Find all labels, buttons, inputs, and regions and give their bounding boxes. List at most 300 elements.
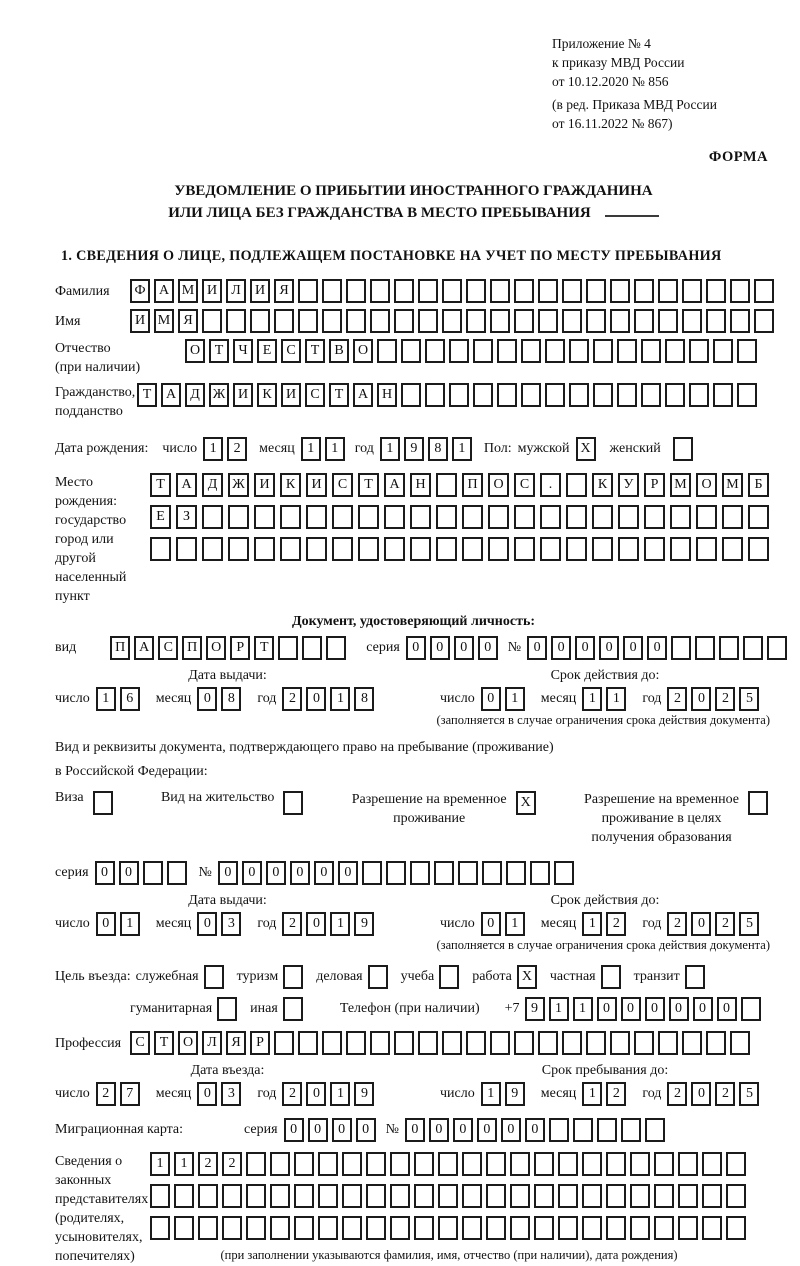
char-cell[interactable]: М	[670, 473, 691, 497]
char-cell[interactable]: Е	[257, 339, 277, 363]
char-cell[interactable]	[222, 1216, 242, 1240]
char-cell[interactable]: 5	[739, 1082, 759, 1106]
char-cell[interactable]: А	[161, 383, 181, 407]
char-cell[interactable]: И	[254, 473, 275, 497]
char-cell[interactable]: 1	[380, 437, 400, 461]
char-cell[interactable]: Ж	[209, 383, 229, 407]
char-cell[interactable]	[274, 309, 294, 333]
char-cell[interactable]: Т	[254, 636, 274, 660]
char-cell[interactable]	[730, 279, 750, 303]
char-cell[interactable]	[306, 505, 327, 529]
char-cell[interactable]	[366, 1216, 386, 1240]
char-cell[interactable]	[401, 339, 421, 363]
visa-checkbox[interactable]	[93, 791, 117, 815]
char-cell[interactable]	[449, 383, 469, 407]
char-cell[interactable]	[414, 1152, 434, 1176]
temp-residence-checkbox[interactable]	[516, 791, 540, 815]
char-cell[interactable]: 0	[477, 1118, 497, 1142]
char-cell[interactable]	[318, 1216, 338, 1240]
char-cell[interactable]	[318, 1184, 338, 1208]
char-cell[interactable]: У	[618, 473, 639, 497]
char-cell[interactable]	[706, 279, 726, 303]
char-cell[interactable]: Ф	[130, 279, 150, 303]
char-cell[interactable]	[202, 505, 223, 529]
char-cell[interactable]	[678, 1152, 698, 1176]
char-cell[interactable]	[562, 309, 582, 333]
char-cell[interactable]	[586, 309, 606, 333]
purpose-work-checkbox[interactable]	[517, 965, 541, 989]
char-cell[interactable]	[198, 1216, 218, 1240]
char-cell[interactable]	[150, 1184, 170, 1208]
char-cell[interactable]	[346, 309, 366, 333]
char-cell[interactable]	[606, 1216, 626, 1240]
char-cell[interactable]	[486, 1184, 506, 1208]
char-cell[interactable]	[418, 1031, 438, 1055]
char-cell[interactable]: 2	[715, 912, 735, 936]
char-cell[interactable]: 1	[606, 687, 626, 711]
char-cell[interactable]: 0	[406, 636, 426, 660]
char-cell[interactable]	[562, 1031, 582, 1055]
char-cell[interactable]	[401, 383, 421, 407]
char-cell[interactable]	[482, 861, 502, 885]
male-checkbox[interactable]	[576, 437, 600, 461]
char-cell[interactable]	[630, 1184, 650, 1208]
char-cell[interactable]	[466, 1031, 486, 1055]
char-cell[interactable]: О	[696, 473, 717, 497]
char-cell[interactable]	[377, 339, 397, 363]
char-cell[interactable]: О	[206, 636, 226, 660]
char-cell[interactable]: Т	[137, 383, 157, 407]
char-cell[interactable]	[438, 1216, 458, 1240]
char-cell[interactable]: 1	[505, 687, 525, 711]
char-cell[interactable]	[488, 537, 509, 561]
char-cell[interactable]	[730, 1031, 750, 1055]
char-cell[interactable]	[530, 861, 550, 885]
char-cell[interactable]: X	[517, 965, 537, 989]
char-cell[interactable]	[586, 1031, 606, 1055]
char-cell[interactable]	[586, 279, 606, 303]
char-cell[interactable]	[665, 339, 685, 363]
char-cell[interactable]: Т	[305, 339, 325, 363]
char-cell[interactable]	[306, 537, 327, 561]
char-cell[interactable]	[425, 339, 445, 363]
char-cell[interactable]	[436, 473, 457, 497]
char-cell[interactable]: 0	[501, 1118, 521, 1142]
char-cell[interactable]	[606, 1152, 626, 1176]
char-cell[interactable]	[370, 279, 390, 303]
char-cell[interactable]: 3	[221, 912, 241, 936]
char-cell[interactable]	[719, 636, 739, 660]
char-cell[interactable]	[562, 279, 582, 303]
char-cell[interactable]	[342, 1216, 362, 1240]
char-cell[interactable]	[545, 339, 565, 363]
purpose-official-checkbox[interactable]	[204, 965, 228, 989]
char-cell[interactable]	[322, 309, 342, 333]
char-cell[interactable]: 1	[582, 1082, 602, 1106]
char-cell[interactable]: Л	[226, 279, 246, 303]
char-cell[interactable]: Р	[644, 473, 665, 497]
char-cell[interactable]: 0	[290, 861, 310, 885]
char-cell[interactable]: 1	[481, 1082, 501, 1106]
char-cell[interactable]	[174, 1184, 194, 1208]
char-cell[interactable]: 8	[354, 687, 374, 711]
char-cell[interactable]: Д	[202, 473, 223, 497]
char-cell[interactable]: 0	[242, 861, 262, 885]
char-cell[interactable]	[558, 1216, 578, 1240]
char-cell[interactable]	[346, 279, 366, 303]
char-cell[interactable]: Л	[202, 1031, 222, 1055]
char-cell[interactable]: Р	[250, 1031, 270, 1055]
char-cell[interactable]	[93, 791, 113, 815]
char-cell[interactable]	[439, 965, 459, 989]
char-cell[interactable]	[390, 1152, 410, 1176]
char-cell[interactable]	[682, 279, 702, 303]
char-cell[interactable]: 0	[453, 1118, 473, 1142]
char-cell[interactable]: 1	[452, 437, 472, 461]
char-cell[interactable]	[558, 1184, 578, 1208]
char-cell[interactable]: 1	[150, 1152, 170, 1176]
char-cell[interactable]	[592, 505, 613, 529]
char-cell[interactable]	[706, 1031, 726, 1055]
char-cell[interactable]	[490, 1031, 510, 1055]
char-cell[interactable]	[549, 1118, 569, 1142]
char-cell[interactable]: 7	[120, 1082, 140, 1106]
char-cell[interactable]	[228, 537, 249, 561]
char-cell[interactable]	[566, 473, 587, 497]
char-cell[interactable]	[418, 279, 438, 303]
char-cell[interactable]	[754, 279, 774, 303]
char-cell[interactable]: 0	[575, 636, 595, 660]
char-cell[interactable]	[449, 339, 469, 363]
char-cell[interactable]	[486, 1152, 506, 1176]
char-cell[interactable]: 0	[197, 687, 217, 711]
char-cell[interactable]	[554, 861, 574, 885]
char-cell[interactable]	[222, 1184, 242, 1208]
char-cell[interactable]: Я	[274, 279, 294, 303]
char-cell[interactable]: В	[329, 339, 349, 363]
char-cell[interactable]: 0	[119, 861, 139, 885]
char-cell[interactable]	[298, 1031, 318, 1055]
char-cell[interactable]: 0	[430, 636, 450, 660]
char-cell[interactable]: 0	[645, 997, 665, 1021]
char-cell[interactable]	[283, 791, 303, 815]
char-cell[interactable]: А	[384, 473, 405, 497]
char-cell[interactable]	[394, 1031, 414, 1055]
char-cell[interactable]: 1	[203, 437, 223, 461]
char-cell[interactable]	[702, 1216, 722, 1240]
char-cell[interactable]: И	[281, 383, 301, 407]
char-cell[interactable]	[358, 505, 379, 529]
char-cell[interactable]	[342, 1184, 362, 1208]
purpose-business-checkbox[interactable]	[368, 965, 392, 989]
char-cell[interactable]: 1	[330, 1082, 350, 1106]
char-cell[interactable]	[370, 309, 390, 333]
char-cell[interactable]	[462, 537, 483, 561]
char-cell[interactable]: Я	[178, 309, 198, 333]
char-cell[interactable]	[386, 861, 406, 885]
char-cell[interactable]	[342, 1152, 362, 1176]
char-cell[interactable]: 2	[282, 1082, 302, 1106]
char-cell[interactable]: 2	[667, 687, 687, 711]
char-cell[interactable]	[737, 339, 757, 363]
char-cell[interactable]	[538, 309, 558, 333]
char-cell[interactable]: 0	[597, 997, 617, 1021]
char-cell[interactable]: 0	[338, 861, 358, 885]
char-cell[interactable]: И	[250, 279, 270, 303]
char-cell[interactable]	[270, 1184, 290, 1208]
char-cell[interactable]	[696, 505, 717, 529]
char-cell[interactable]	[748, 791, 768, 815]
char-cell[interactable]: 0	[218, 861, 238, 885]
char-cell[interactable]	[274, 1031, 294, 1055]
char-cell[interactable]	[566, 505, 587, 529]
char-cell[interactable]	[593, 383, 613, 407]
char-cell[interactable]: 0	[306, 687, 326, 711]
char-cell[interactable]	[366, 1152, 386, 1176]
char-cell[interactable]	[514, 309, 534, 333]
char-cell[interactable]	[534, 1152, 554, 1176]
char-cell[interactable]	[593, 339, 613, 363]
char-cell[interactable]: З	[176, 505, 197, 529]
char-cell[interactable]: 2	[198, 1152, 218, 1176]
char-cell[interactable]	[658, 309, 678, 333]
char-cell[interactable]: 0	[454, 636, 474, 660]
char-cell[interactable]: 1	[301, 437, 321, 461]
char-cell[interactable]	[486, 1216, 506, 1240]
char-cell[interactable]	[610, 309, 630, 333]
char-cell[interactable]: 2	[667, 1082, 687, 1106]
char-cell[interactable]: 9	[525, 997, 545, 1021]
char-cell[interactable]	[726, 1184, 746, 1208]
char-cell[interactable]: Я	[226, 1031, 246, 1055]
char-cell[interactable]	[280, 505, 301, 529]
char-cell[interactable]	[283, 997, 303, 1021]
char-cell[interactable]: 1	[582, 912, 602, 936]
char-cell[interactable]: И	[202, 279, 222, 303]
char-cell[interactable]	[283, 965, 303, 989]
char-cell[interactable]	[414, 1184, 434, 1208]
char-cell[interactable]: Е	[150, 505, 171, 529]
char-cell[interactable]	[510, 1184, 530, 1208]
purpose-other-checkbox[interactable]	[283, 997, 307, 1021]
char-cell[interactable]: 5	[739, 912, 759, 936]
char-cell[interactable]	[390, 1184, 410, 1208]
char-cell[interactable]	[174, 1216, 194, 1240]
char-cell[interactable]	[143, 861, 163, 885]
char-cell[interactable]	[176, 537, 197, 561]
char-cell[interactable]	[434, 861, 454, 885]
char-cell[interactable]: 1	[582, 687, 602, 711]
char-cell[interactable]	[670, 537, 691, 561]
char-cell[interactable]	[410, 861, 430, 885]
char-cell[interactable]: Н	[377, 383, 397, 407]
char-cell[interactable]	[150, 537, 171, 561]
char-cell[interactable]: 9	[354, 912, 374, 936]
char-cell[interactable]: 1	[96, 687, 116, 711]
char-cell[interactable]	[254, 537, 275, 561]
char-cell[interactable]	[322, 1031, 342, 1055]
char-cell[interactable]	[534, 1184, 554, 1208]
char-cell[interactable]	[658, 1031, 678, 1055]
char-cell[interactable]: 2	[715, 687, 735, 711]
char-cell[interactable]	[597, 1118, 617, 1142]
char-cell[interactable]	[473, 339, 493, 363]
char-cell[interactable]: 0	[429, 1118, 449, 1142]
char-cell[interactable]	[514, 279, 534, 303]
char-cell[interactable]	[682, 1031, 702, 1055]
char-cell[interactable]: 0	[306, 912, 326, 936]
char-cell[interactable]	[618, 537, 639, 561]
char-cell[interactable]	[538, 1031, 558, 1055]
char-cell[interactable]	[748, 537, 769, 561]
char-cell[interactable]	[634, 309, 654, 333]
char-cell[interactable]: К	[280, 473, 301, 497]
char-cell[interactable]	[384, 505, 405, 529]
char-cell[interactable]: 0	[356, 1118, 376, 1142]
phone-cells[interactable]	[525, 997, 765, 1021]
char-cell[interactable]	[246, 1152, 266, 1176]
char-cell[interactable]: 0	[691, 687, 711, 711]
char-cell[interactable]: 8	[428, 437, 448, 461]
char-cell[interactable]: 0	[478, 636, 498, 660]
char-cell[interactable]	[510, 1152, 530, 1176]
char-cell[interactable]: 0	[623, 636, 643, 660]
char-cell[interactable]	[226, 309, 246, 333]
char-cell[interactable]	[538, 279, 558, 303]
char-cell[interactable]	[713, 383, 733, 407]
char-cell[interactable]: С	[130, 1031, 150, 1055]
char-cell[interactable]	[569, 383, 589, 407]
char-cell[interactable]: К	[257, 383, 277, 407]
char-cell[interactable]	[630, 1216, 650, 1240]
char-cell[interactable]	[618, 505, 639, 529]
char-cell[interactable]	[270, 1216, 290, 1240]
char-cell[interactable]: 2	[96, 1082, 116, 1106]
char-cell[interactable]: 0	[691, 1082, 711, 1106]
char-cell[interactable]: .	[540, 473, 561, 497]
char-cell[interactable]: О	[178, 1031, 198, 1055]
char-cell[interactable]: 6	[120, 687, 140, 711]
char-cell[interactable]	[601, 965, 621, 989]
char-cell[interactable]: 5	[739, 687, 759, 711]
char-cell[interactable]: 1	[573, 997, 593, 1021]
char-cell[interactable]	[685, 965, 705, 989]
char-cell[interactable]	[294, 1216, 314, 1240]
char-cell[interactable]	[436, 537, 457, 561]
char-cell[interactable]	[767, 636, 787, 660]
char-cell[interactable]: 1	[549, 997, 569, 1021]
char-cell[interactable]	[438, 1152, 458, 1176]
char-cell[interactable]: М	[154, 309, 174, 333]
char-cell[interactable]	[569, 339, 589, 363]
char-cell[interactable]: 0	[599, 636, 619, 660]
char-cell[interactable]	[743, 636, 763, 660]
char-cell[interactable]	[754, 309, 774, 333]
char-cell[interactable]: 2	[282, 687, 302, 711]
char-cell[interactable]: С	[332, 473, 353, 497]
char-cell[interactable]	[510, 1216, 530, 1240]
char-cell[interactable]	[490, 279, 510, 303]
char-cell[interactable]: 1	[505, 912, 525, 936]
char-cell[interactable]: Ж	[228, 473, 249, 497]
char-cell[interactable]	[670, 505, 691, 529]
char-cell[interactable]: К	[592, 473, 613, 497]
char-cell[interactable]	[462, 505, 483, 529]
char-cell[interactable]: М	[178, 279, 198, 303]
char-cell[interactable]	[606, 1184, 626, 1208]
char-cell[interactable]	[358, 537, 379, 561]
char-cell[interactable]	[678, 1184, 698, 1208]
char-cell[interactable]	[370, 1031, 390, 1055]
char-cell[interactable]	[644, 537, 665, 561]
char-cell[interactable]	[246, 1216, 266, 1240]
char-cell[interactable]: 0	[197, 912, 217, 936]
char-cell[interactable]	[702, 1152, 722, 1176]
char-cell[interactable]	[682, 309, 702, 333]
char-cell[interactable]	[462, 1216, 482, 1240]
char-cell[interactable]: 1	[330, 912, 350, 936]
char-cell[interactable]	[442, 309, 462, 333]
char-cell[interactable]: 1	[330, 687, 350, 711]
char-cell[interactable]	[202, 309, 222, 333]
char-cell[interactable]: И	[306, 473, 327, 497]
char-cell[interactable]	[438, 1184, 458, 1208]
char-cell[interactable]	[250, 309, 270, 333]
char-cell[interactable]: 0	[647, 636, 667, 660]
char-cell[interactable]	[634, 1031, 654, 1055]
char-cell[interactable]: 0	[481, 912, 501, 936]
char-cell[interactable]	[384, 537, 405, 561]
char-cell[interactable]: 0	[266, 861, 286, 885]
char-cell[interactable]: 0	[481, 687, 501, 711]
char-cell[interactable]: 0	[525, 1118, 545, 1142]
char-cell[interactable]: 0	[314, 861, 334, 885]
char-cell[interactable]	[748, 505, 769, 529]
char-cell[interactable]	[689, 339, 709, 363]
char-cell[interactable]	[737, 383, 757, 407]
char-cell[interactable]: С	[158, 636, 178, 660]
char-cell[interactable]	[490, 309, 510, 333]
char-cell[interactable]	[246, 1184, 266, 1208]
char-cell[interactable]: П	[462, 473, 483, 497]
char-cell[interactable]: 8	[221, 687, 241, 711]
char-cell[interactable]	[410, 505, 431, 529]
char-cell[interactable]	[514, 1031, 534, 1055]
char-cell[interactable]: 0	[284, 1118, 304, 1142]
edu-residence-checkbox[interactable]	[748, 791, 772, 815]
char-cell[interactable]	[322, 279, 342, 303]
char-cell[interactable]	[592, 537, 613, 561]
char-cell[interactable]: 0	[306, 1082, 326, 1106]
char-cell[interactable]	[582, 1216, 602, 1240]
char-cell[interactable]	[410, 537, 431, 561]
char-cell[interactable]	[458, 861, 478, 885]
char-cell[interactable]	[540, 537, 561, 561]
char-cell[interactable]	[722, 505, 743, 529]
char-cell[interactable]	[514, 505, 535, 529]
char-cell[interactable]: 0	[96, 912, 116, 936]
char-cell[interactable]	[654, 1184, 674, 1208]
char-cell[interactable]	[665, 383, 685, 407]
char-cell[interactable]: И	[233, 383, 253, 407]
char-cell[interactable]	[713, 339, 733, 363]
char-cell[interactable]	[150, 1216, 170, 1240]
char-cell[interactable]	[270, 1152, 290, 1176]
char-cell[interactable]	[414, 1216, 434, 1240]
char-cell[interactable]: 0	[405, 1118, 425, 1142]
char-cell[interactable]: М	[722, 473, 743, 497]
char-cell[interactable]	[506, 861, 526, 885]
